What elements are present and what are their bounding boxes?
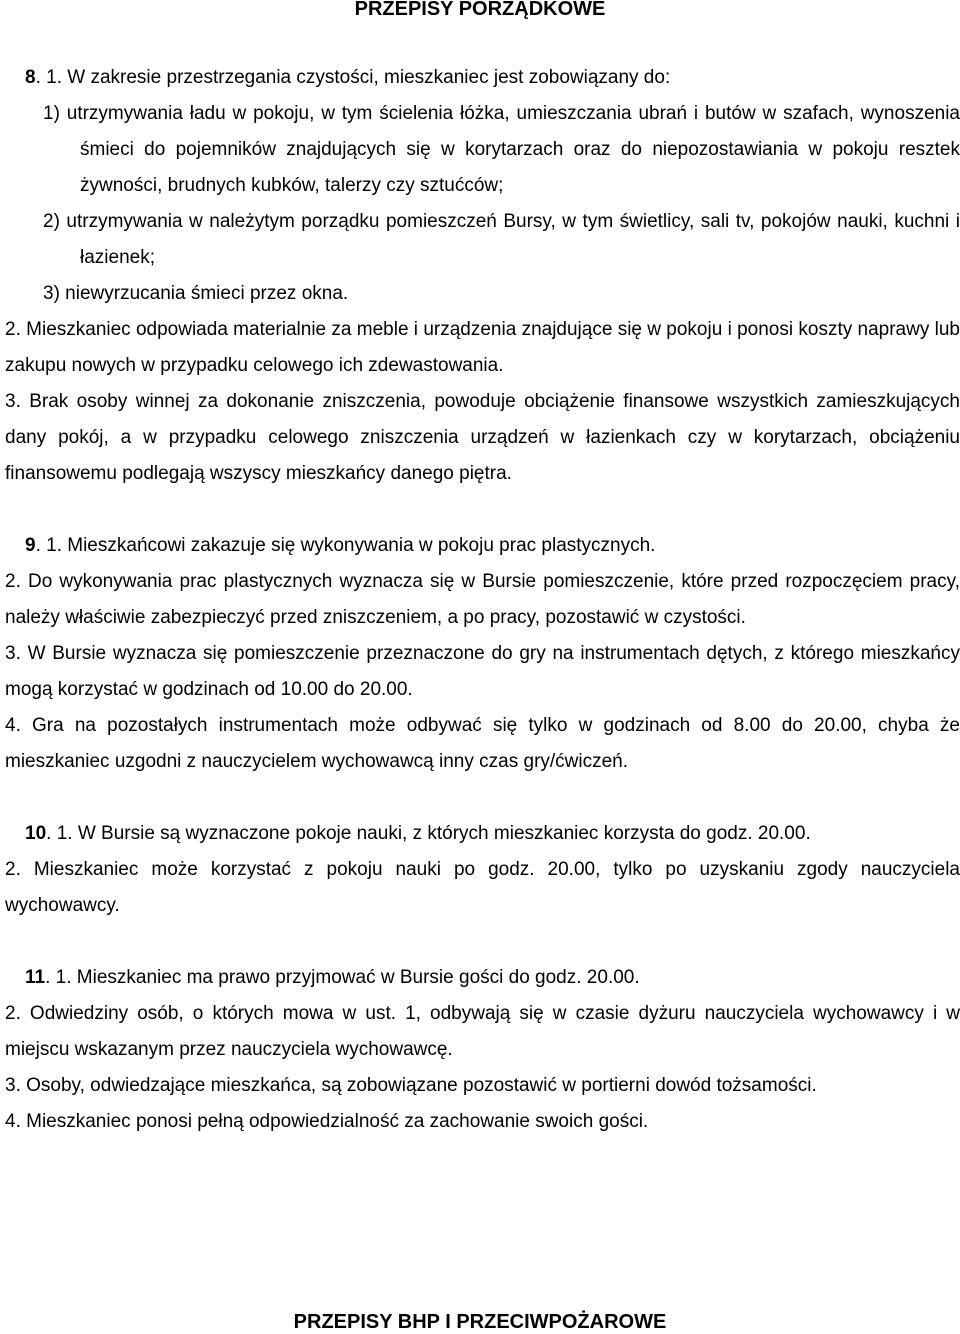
section-9-intro: [5, 528, 960, 564]
section-8-intro: [5, 60, 960, 96]
section-8-item-1: 1) utrzymywania ładu w pokoju, w tym ścielenia łóżka, umieszczania ubrań i butów w szafach, wynoszenia śmieci do pojemników znajdujących się w korytarzach oraz do niepozostawiania w pokoju resztek żywności, brudnych kubków, talerzy czy sztućców;: [43, 103, 960, 196]
section-11-paragraph-3: 3. Osoby, odwiedzające mieszkańca, są zobowiązane pozostawić w portierni dowód tożsamości.: [5, 1075, 817, 1096]
document-body: [5, 60, 960, 1140]
heading-safety-fire: PRZEPISY BHP I PRZECIWPOŻAROWE: [293, 1311, 667, 1333]
section-8-text: . 1. W zakresie przestrzegania czystości, mieszkaniec jest zobowiązany do:: [35, 67, 671, 88]
section-9-paragraph-4: 4. Gra na pozostałych instrumentach może odbywać się tylko w godzinach od 8.00 do 20.00, chyba że mieszkaniec uzgodni z nauczycielem wychowawcą inny czas gry/ćwiczeń.: [5, 715, 960, 772]
section-spacer: [5, 924, 960, 960]
section-10-paragraph-2: 2. Mieszkaniec może korzystać z pokoju nauki po godz. 20.00, tylko po uzyskaniu zgody nauczyciela wychowawcy.: [5, 859, 960, 916]
section-8-number: 8: [25, 67, 36, 88]
section-9-number: 9: [25, 535, 36, 556]
section-10-intro: [5, 816, 960, 852]
section-11-paragraph-4: 4. Mieszkaniec ponosi pełną odpowiedzialność za zachowanie swoich gości.: [5, 1111, 649, 1132]
section-9-text: . 1. Mieszkańcowi zakazuje się wykonywania w pokoju prac plastycznych.: [35, 535, 656, 556]
section-11-paragraph-2: 2. Odwiedziny osób, o których mowa w ust. 1, odbywają się w czasie dyżuru nauczyciela wychowawcy i w miejscu wskazanym przez nauczyciela wychowawcę.: [5, 1003, 960, 1060]
section-spacer: [5, 780, 960, 816]
section-8-item-2: 2) utrzymywania w należytym porządku pomieszczeń Bursy, w tym świetlicy, sali tv, pokojów nauki, kuchni i łazienek;: [43, 211, 960, 268]
section-8-item-3: 3) niewyrzucania śmieci przez okna.: [43, 283, 349, 304]
section-8-paragraph-3: 3. Brak osoby winnej za dokonanie zniszczenia, powoduje obciążenie finansowe wszystkich zamieszkujących dany pokój, a w przypadku celowego zniszczenia urządzeń w łazienkach czy w korytarzach, obciążeniu finansowemu podlegają wszyscy mieszkańcy danego piętra.: [5, 391, 960, 484]
section-11-text: . 1. Mieszkaniec ma prawo przyjmować w Bursie gości do godz. 20.00.: [45, 967, 640, 988]
section-10-number: 10: [25, 823, 47, 844]
section-11-number: 11: [25, 967, 46, 988]
section-9-paragraph-3: 3. W Bursie wyznacza się pomieszczenie przeznaczone do gry na instrumentach dętych, z którego mieszkańcy mogą korzystać w godzinach od 10.00 do 20.00.: [5, 643, 960, 700]
section-10-text: . 1. W Bursie są wyznaczone pokoje nauki, z których mieszkaniec korzysta do godz. 20.00.: [46, 823, 811, 844]
section-spacer: [5, 492, 960, 528]
heading-rules-order: PRZEPISY PORZĄDKOWE: [354, 0, 606, 20]
section-11-intro: [5, 960, 960, 996]
section-9-paragraph-2: 2. Do wykonywania prac plastycznych wyznacza się w Bursie pomieszczenie, które przed rozpoczęciem pracy, należy właściwie zabezpieczyć przed zniszczeniem, a po pracy, pozostawić w czystości.: [5, 571, 960, 628]
section-8-paragraph-2: 2. Mieszkaniec odpowiada materialnie za meble i urządzenia znajdujące się w pokoju i ponosi koszty naprawy lub zakupu nowych w przypadku celowego ich zdewastowania.: [5, 319, 960, 376]
